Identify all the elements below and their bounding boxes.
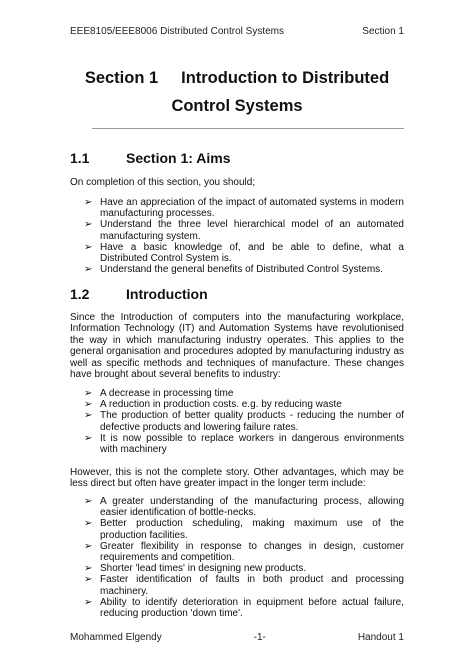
- benefits-list: [84, 388, 404, 455]
- title-line-1: Section 1 Introduction to Distributed: [84, 69, 390, 87]
- list-item: ➢ Shorter 'lead times' in designing new products.: [84, 563, 307, 575]
- aims-list: [84, 197, 404, 275]
- page-header: [70, 26, 404, 37]
- arrow-bullet-icon: ➢: [84, 596, 93, 608]
- heading-aims-text: Section 1: Aims: [126, 150, 231, 166]
- arrow-bullet-icon: ➢: [84, 197, 93, 208]
- title-divider: [92, 128, 404, 129]
- page-title: [70, 64, 404, 120]
- heading-aims-number: 1.1: [70, 150, 90, 166]
- footer-page-number: -1-: [253, 632, 266, 643]
- list-item: ➢ Have a basic knowledge of, and be able to define, what a Distributed Control System is.: [84, 241, 404, 265]
- list-item: ➢ A reduction in production costs. e.g. by reducing waste: [84, 399, 342, 411]
- arrow-bullet-icon: ➢: [84, 574, 93, 586]
- arrow-bullet-icon: ➢: [84, 264, 93, 276]
- arrow-bullet-icon: ➢: [84, 432, 93, 444]
- header-section: Section 1: [362, 26, 404, 37]
- list-item: ➢ Understand the general benefits of Distributed Control Systems.: [84, 264, 383, 276]
- list-item: ➢ It is now possible to replace workers in dangerous environments with machinery: [84, 432, 404, 456]
- arrow-bullet-icon: ➢: [84, 563, 93, 575]
- heading-aims: [70, 150, 231, 166]
- arrow-bullet-icon: ➢: [84, 388, 93, 399]
- arrow-bullet-icon: ➢: [84, 540, 93, 552]
- arrow-bullet-icon: ➢: [84, 399, 93, 411]
- footer-author: Mohammed Elgendy: [70, 632, 162, 643]
- heading-introduction-number: 1.2: [70, 286, 90, 302]
- list-item: ➢ Greater flexibility in response to changes in design, customer requirements and competition.: [84, 540, 404, 564]
- title-line-2: Control Systems: [171, 97, 303, 115]
- page-footer: [70, 632, 404, 643]
- list-item: ➢ Ability to identify deterioration in equipment before actual failure, reducing production 'down time'.: [84, 596, 404, 620]
- arrow-bullet-icon: ➢: [84, 518, 93, 530]
- list-item: ➢ A greater understanding of the manufacturing process, allowing easier identification of bottle-necks.: [84, 496, 404, 519]
- intro-paragraph-1: Since the Introduction of computers into the manufacturing workplace, Information Technology (IT) and Automation Systems have revolutionised the way in which manufacturing industry operates. This applies to the general organisation and procedures adopted by manufacturing industry as well as specific methods and techniques of manufacture. These changes have brought about several benefits to industry:: [70, 312, 404, 381]
- list-item: ➢ Faster identification of faults in both product and processing machinery.: [84, 574, 404, 597]
- arrow-bullet-icon: ➢: [84, 496, 93, 507]
- list-item: ➢ A decrease in processing time: [84, 388, 234, 399]
- list-item: ➢ Better production scheduling, making maximum use of the production facilities.: [84, 518, 404, 541]
- aims-intro: On completion of this section, you should;: [70, 177, 256, 188]
- intro-paragraph-2: However, this is not the complete story. Other advantages, which may be less direct but often have greater impact in the longer term include:: [70, 467, 404, 490]
- list-item: ➢ Have an appreciation of the impact of automated systems in modern manufacturing processes.: [84, 197, 404, 220]
- arrow-bullet-icon: ➢: [84, 410, 93, 422]
- arrow-bullet-icon: ➢: [84, 219, 93, 231]
- list-item: ➢ Understand the three level hierarchical model of an automated manufacturing system.: [84, 219, 404, 242]
- advantages-list: [84, 496, 404, 619]
- list-item: ➢ The production of better quality products - reducing the number of defective products and lowering failure rates.: [84, 410, 404, 433]
- arrow-bullet-icon: ➢: [84, 241, 93, 253]
- heading-introduction-text: Introduction: [126, 286, 208, 302]
- header-course: EEE8105/EEE8006 Distributed Control Systems: [70, 26, 284, 37]
- heading-introduction: [70, 286, 208, 302]
- footer-handout: Handout 1: [357, 632, 404, 643]
